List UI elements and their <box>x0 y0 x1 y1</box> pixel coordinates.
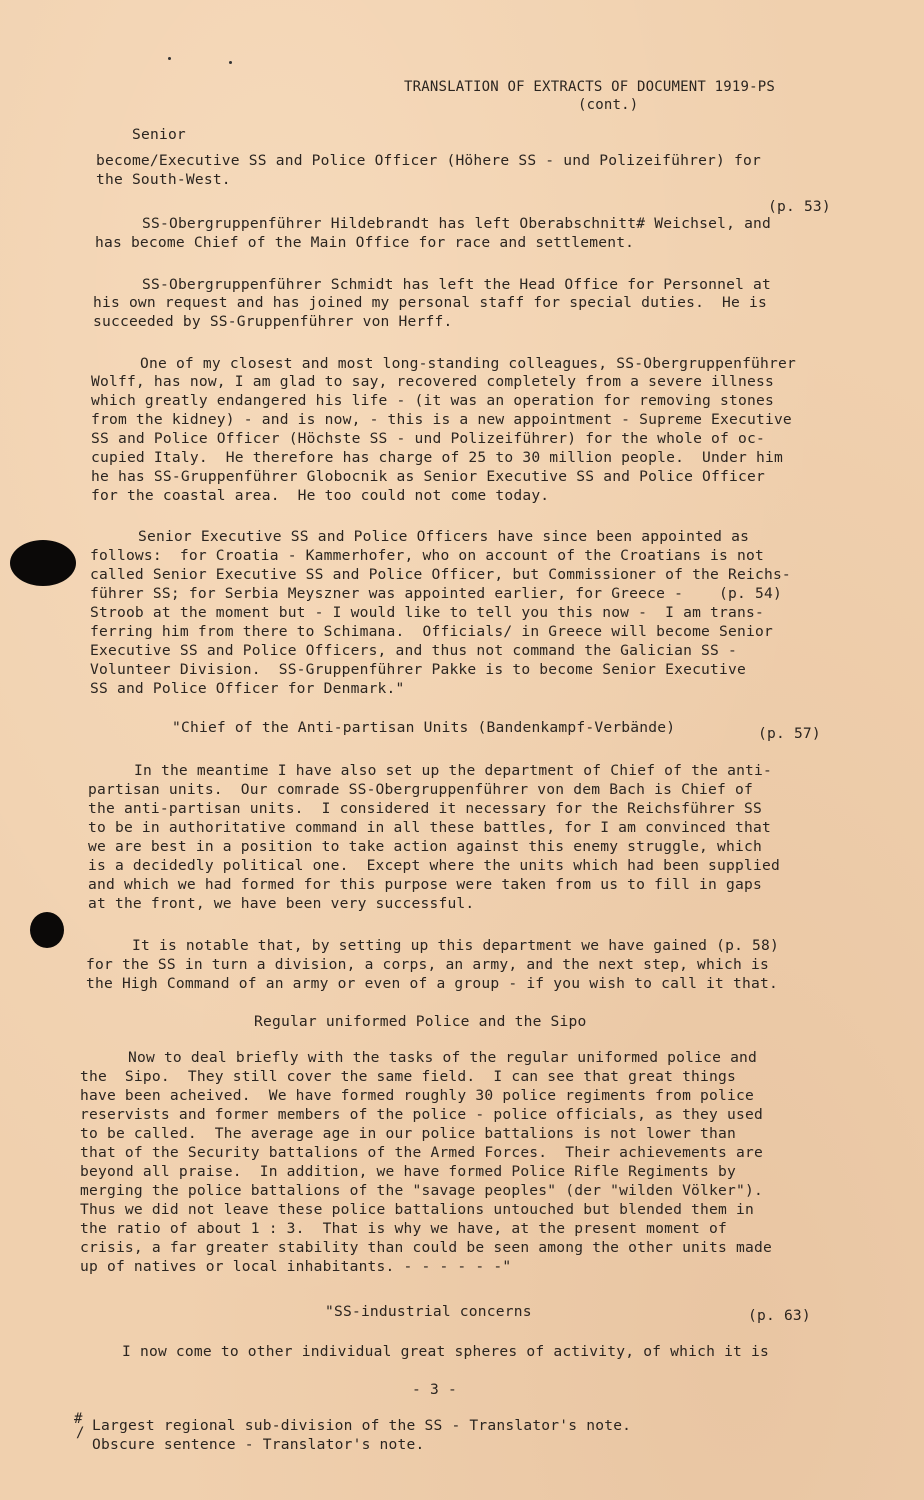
paragraph-line: reservists and former members of the police - police officials, as they used <box>80 1106 763 1123</box>
paragraph-line: and which we had formed for this purpose were taken from us to fill in gaps <box>88 876 762 893</box>
paragraph-line: is a decidedly political one. Except where the units which had been supplied <box>88 857 780 874</box>
paragraph-line: called Senior Executive SS and Police Officer, but Commissioner of the Reichs- <box>90 566 791 583</box>
paragraph-line: that of the Security battalions of the Armed Forces. Their achievements are <box>80 1144 763 1161</box>
document-title-cont: (cont.) <box>578 97 639 113</box>
paragraph-line: SS-Obergruppenführer Hildebrandt has left Oberabschnitt# Weichsel, and <box>142 215 772 232</box>
paragraph-line: SS and Police Officer for Denmark." <box>90 680 405 697</box>
document-title: TRANSLATION OF EXTRACTS OF DOCUMENT 1919-PS <box>404 79 776 95</box>
stray-mark <box>168 57 171 60</box>
paragraph-line: the anti-partisan units. I considered it necessary for the Reichsführer SS <box>88 800 762 817</box>
paragraph-line: Executive SS and Police Officers, and thus not command the Galician SS - <box>90 642 738 659</box>
paragraph-line: Thus we did not leave these police battalions untouched but blended them in <box>80 1201 754 1218</box>
paragraph-line: the South-West. <box>96 171 231 188</box>
footnote-mark-hash: # <box>74 1411 83 1427</box>
paragraph-line: cupied Italy. He therefore has charge of 25 to 30 million people. Under him <box>91 449 783 466</box>
handwritten-insert: Senior <box>132 126 186 143</box>
paragraph-line: crisis, a far greater stability than could be seen among the other units made <box>80 1239 772 1256</box>
paragraph-line: Senior Executive SS and Police Officers have since been appointed as <box>138 528 750 545</box>
paragraph-line: Now to deal briefly with the tasks of the regular uniformed police and <box>128 1049 758 1066</box>
page-number: - 3 - <box>412 1381 457 1398</box>
paragraph-line: the High Command of an army or even of a group - if you wish to call it that. <box>86 975 778 992</box>
paragraph-line: his own request and has joined my personal staff for special duties. He is <box>93 294 767 311</box>
paragraph-line: follows: for Croatia - Kammerhofer, who on account of the Croatians is not <box>90 547 764 564</box>
paragraph-line: Wolff, has now, I am glad to say, recovered completely from a severe illness <box>91 373 774 390</box>
paragraph-line: has become Chief of the Main Office for race and settlement. <box>95 234 635 251</box>
paragraph-line: to be called. The average age in our police battalions is not lower than <box>80 1125 736 1142</box>
footnote: Largest regional sub-division of the SS - Translator's note. <box>92 1417 632 1434</box>
paragraph-line: Volunteer Division. SS-Gruppenführer Pakke is to become Senior Executive <box>90 661 746 678</box>
page-reference: (p. 53) <box>768 198 831 215</box>
paragraph-line: In the meantime I have also set up the department of Chief of the anti- <box>134 762 773 779</box>
paragraph-line: the ratio of about 1 : 3. That is why we have, at the present moment of <box>80 1220 728 1237</box>
paragraph-line: Stroob at the moment but - I would like to tell you this now - I am trans- <box>90 604 764 621</box>
paragraph-line: It is notable that, by setting up this department we have gained (p. 58) <box>132 937 780 954</box>
section-heading: "Chief of the Anti-partisan Units (Bandenkampf-Verbände) <box>172 719 676 736</box>
section-heading: Regular uniformed Police and the Sipo <box>254 1013 587 1030</box>
paragraph-line: for the SS in turn a division, a corps, an army, and the next step, which is <box>86 956 769 973</box>
paragraph-line: we are best in a position to take action against this enemy struggle, which <box>88 838 762 855</box>
paragraph-line: One of my closest and most long-standing colleagues, SS-Obergruppenführer <box>140 355 796 372</box>
paragraph-line: ferring him from there to Schimana. Officials/ in Greece will become Senior <box>90 623 773 640</box>
section-heading: "SS-industrial concerns <box>325 1303 532 1320</box>
paragraph-line: at the front, we have been very successful. <box>88 895 475 912</box>
paragraph-line: I now come to other individual great spheres of activity, of which it is <box>122 1343 770 1360</box>
stray-mark <box>229 61 232 64</box>
footnote: Obscure sentence - Translator's note. <box>92 1436 425 1453</box>
paragraph-line: to be in authoritative command in all these battles, for I am convinced that <box>88 819 771 836</box>
paragraph-line: SS and Police Officer (Höchste SS - und Polizeiführer) for the whole of oc- <box>91 430 765 447</box>
page-reference: (p. 63) <box>748 1307 811 1324</box>
paragraph-line: merging the police battalions of the "savage peoples" (der "wilden Völker"). <box>80 1182 763 1199</box>
paragraph-line: beyond all praise. In addition, we have formed Police Rifle Regiments by <box>80 1163 736 1180</box>
punch-hole-top <box>10 540 76 586</box>
paragraph-line: which greatly endangered his life - (it was an operation for removing stones <box>91 392 774 409</box>
paragraph-line: succeeded by SS-Gruppenführer von Herff. <box>93 313 453 330</box>
paragraph-line: SS-Obergruppenführer Schmidt has left the Head Office for Personnel at <box>142 276 772 293</box>
paragraph-line: the Sipo. They still cover the same field. I can see that great things <box>80 1068 736 1085</box>
paragraph-line: have been acheived. We have formed roughly 30 police regiments from police <box>80 1087 754 1104</box>
footnote-mark-slash: / <box>76 1425 85 1441</box>
paragraph-line: for the coastal area. He too could not come today. <box>91 487 550 504</box>
page-reference: (p. 57) <box>758 725 821 742</box>
punch-hole-bottom <box>30 912 64 948</box>
paragraph-line: from the kidney) - and is now, - this is a new appointment - Supreme Executive <box>91 411 792 428</box>
paragraph-line: become/Executive SS and Police Officer (Höhere SS - und Polizeiführer) for <box>96 152 761 169</box>
paragraph-line: führer SS; for Serbia Meyszner was appointed earlier, for Greece - (p. 54) <box>90 585 782 602</box>
paragraph-line: partisan units. Our comrade SS-Obergruppenführer von dem Bach is Chief of <box>88 781 753 798</box>
paragraph-line: up of natives or local inhabitants. - - - - - -" <box>80 1258 512 1275</box>
paragraph-line: he has SS-Gruppenführer Globocnik as Senior Executive SS and Police Officer <box>91 468 765 485</box>
